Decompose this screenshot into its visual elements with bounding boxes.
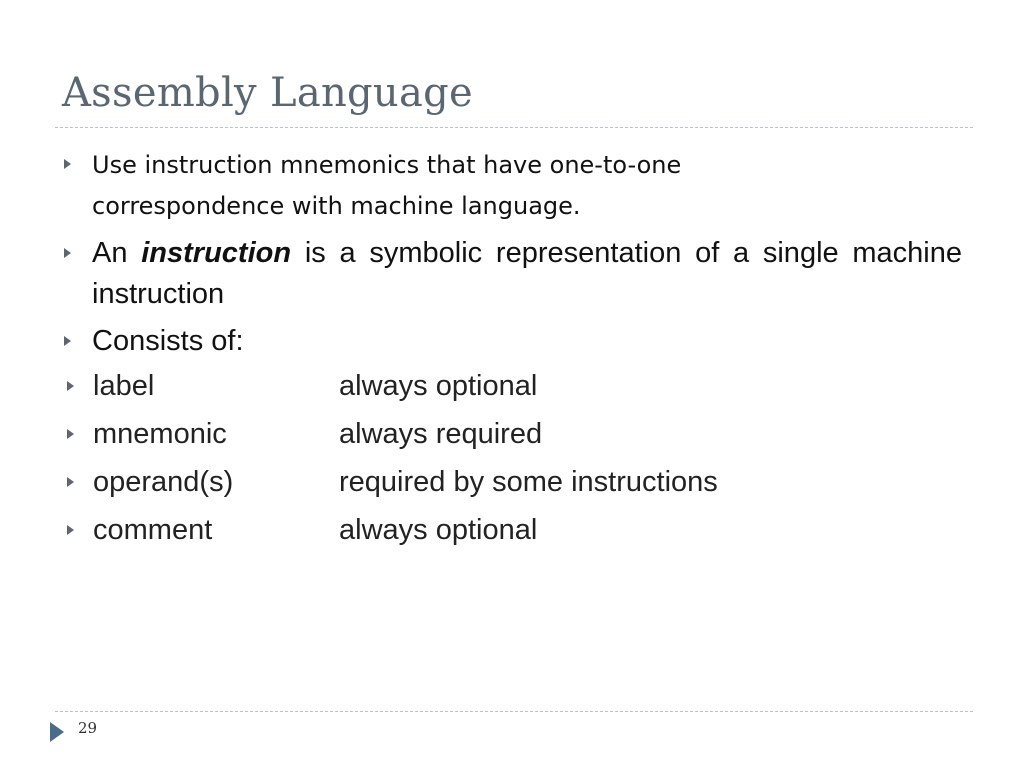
sub-bullet-item: [32, 410, 962, 458]
sub-bullet-list: [32, 362, 962, 554]
sub-bullet-arrow-icon: [67, 477, 74, 487]
sub-bullet-item: [32, 458, 962, 506]
sub-item-term: comment: [93, 514, 213, 546]
bullet-list: [62, 145, 962, 554]
bullet-item: [62, 233, 962, 315]
bullet-text-suffix: is a symbolic representation of a single machine instruction: [92, 237, 962, 310]
footer-divider: [55, 711, 973, 712]
bullet-text: Consists of:: [92, 325, 244, 357]
sub-item-desc: always optional: [339, 370, 538, 402]
bullet-arrow-icon: [64, 159, 71, 169]
slide-title: Assembly Language: [62, 70, 474, 116]
sub-item-desc: always optional: [339, 514, 538, 546]
sub-item-term: mnemonic: [93, 418, 227, 450]
bullet-item: [62, 145, 962, 227]
sub-item-term: operand(s): [93, 466, 234, 498]
sub-bullet-item: [32, 506, 962, 554]
sub-item-desc: always required: [339, 418, 543, 450]
sub-bullet-arrow-icon: [67, 525, 74, 535]
bullet-text: [92, 233, 962, 315]
sub-bullet-arrow-icon: [67, 429, 74, 439]
bullet-text: Use instruction mnemonics that have one-to-one correspondence with machine language.: [92, 151, 682, 220]
title-divider: [55, 127, 973, 128]
sub-bullet-arrow-icon: [67, 381, 74, 391]
sub-bullet-item: [32, 362, 962, 410]
footer-triangle-icon: [50, 722, 64, 742]
page-number: 29: [78, 719, 98, 737]
bullet-text-prefix: An: [92, 237, 128, 269]
bullet-item: [62, 321, 962, 362]
sub-item-desc: required by some instructions: [339, 466, 718, 498]
bullet-text-emphasis: instruction: [141, 237, 292, 269]
bullet-arrow-icon: [64, 248, 71, 258]
sub-item-term: label: [93, 370, 155, 402]
bullet-arrow-icon: [64, 336, 71, 346]
